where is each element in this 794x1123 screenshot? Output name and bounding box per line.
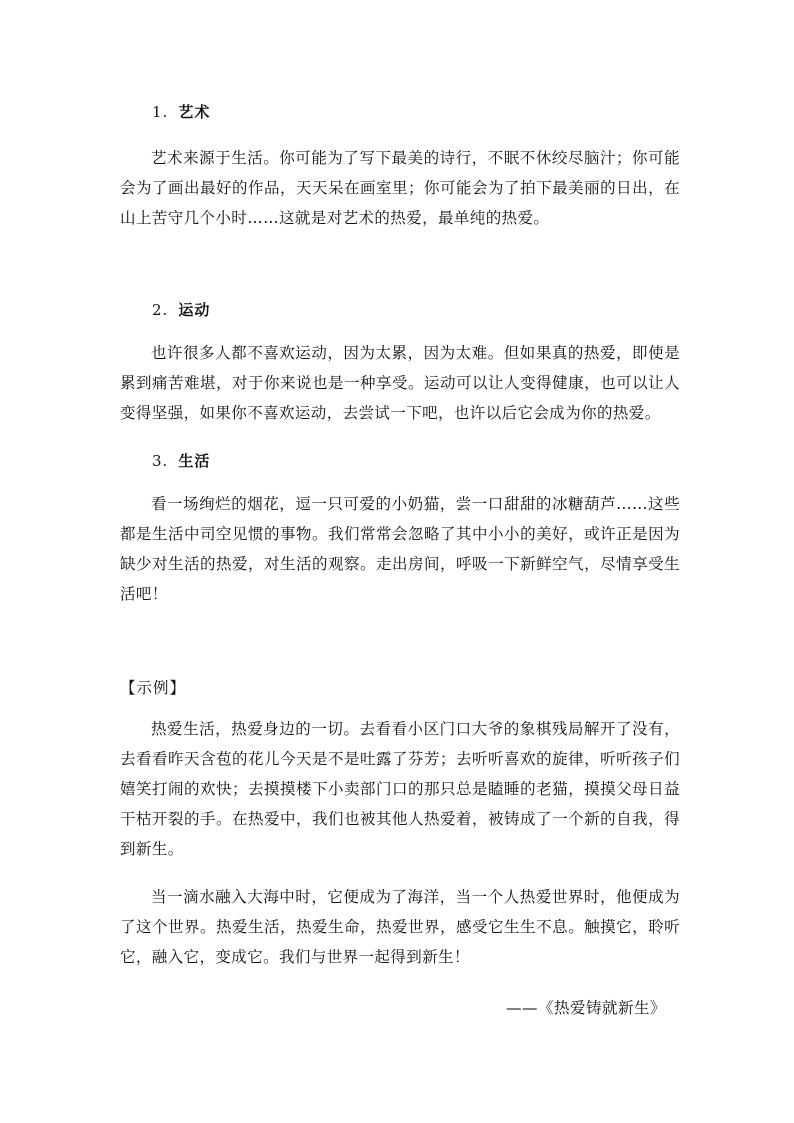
example-attribution: ——《热爱铸就新生》 bbox=[505, 999, 666, 1017]
example-paragraph: 当一滴水融入大海中时，它便成为了海洋，当一个人热爱世界时，他便成为了这个世界。热爱生活，热爱生命，热爱世界，感受它生生不息。触摸它，聆听它，融入它，变成它。我们与世界一起得到新生！ bbox=[120, 888, 680, 966]
section-heading-life bbox=[152, 450, 210, 471]
section-body-life: 看一场绚烂的烟花，逗一只可爱的小奶猫，尝一口甜甜的冰糖葫芦……这些都是生活中司空见惯的事物。我们常常会忽略了其中小小的美好，或许正是因为缺少对生活的热爱，对生活的观察。走出房间，呼吸一下新鲜空气，尽情享受生活吧！ bbox=[120, 495, 680, 603]
section-number: 3. bbox=[152, 452, 169, 470]
section-number: 1. bbox=[152, 103, 169, 121]
example-label: 【示例】 bbox=[120, 679, 187, 697]
section-title: 生活 bbox=[178, 452, 211, 470]
section-body-sport: 也许很多人都不喜欢运动，因为太累，因为太难。但如果真的热爱，即使是累到痛苦难堪，对于你来说也是一种享受。运动可以让人变得健康，也可以让人变得坚强，如果你不喜欢运动，去尝试一下吧，也许以后它会成为你的热爱。 bbox=[120, 344, 680, 422]
section-title: 运动 bbox=[178, 301, 211, 319]
section-heading-sport bbox=[152, 299, 210, 320]
section-number: 2. bbox=[152, 301, 169, 319]
example-paragraph: 热爱生活，热爱身边的一切。去看看小区门口大爷的象棋残局解开了没有，去看看昨天含苞的花儿今天是不是吐露了芬芳；去听听喜欢的旋律，听听孩子们嬉笑打闹的欢快；去摸摸楼下小卖部门口的那只总是瞌睡的老猫，摸摸父母日益干枯开裂的手。在热爱中，我们也被其他人热爱着，被铸成了一个新的自我，得到新生。 bbox=[120, 720, 680, 858]
section-heading-art bbox=[152, 101, 210, 122]
section-title: 艺术 bbox=[178, 103, 211, 121]
section-body-art: 艺术来源于生活。你可能为了写下最美的诗行，不眠不休绞尽脑汁；你可能会为了画出最好的作品，天天呆在画室里；你可能会为了拍下最美丽的日出，在山上苦守几个小时……这就是对艺术的热爱，最单纯的热爱。 bbox=[120, 149, 680, 227]
